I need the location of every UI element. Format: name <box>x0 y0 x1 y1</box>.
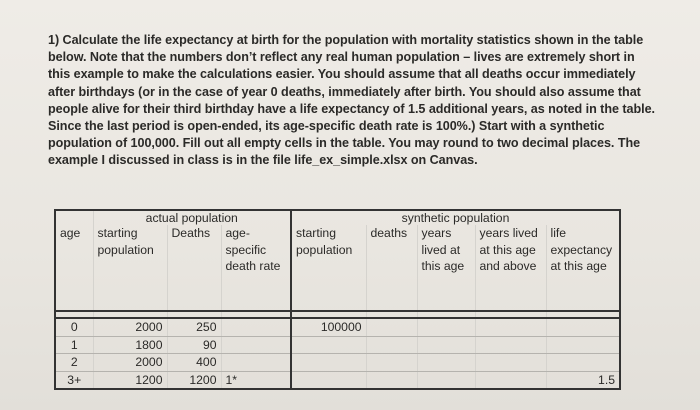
cell-years-at[interactable] <box>417 336 475 354</box>
cell-syn-deaths[interactable] <box>366 336 417 354</box>
cell-syn-deaths[interactable] <box>366 354 417 372</box>
cell-population: 1200 <box>93 371 167 389</box>
cell-deaths: 250 <box>167 318 221 336</box>
cell-deaths: 400 <box>167 354 221 372</box>
cell-years-at[interactable] <box>417 318 475 336</box>
cell-life-exp[interactable] <box>546 354 620 372</box>
cell-deaths: 1200 <box>167 371 221 389</box>
cell-years-above[interactable] <box>475 371 546 389</box>
cell-syn-deaths[interactable] <box>366 318 417 336</box>
cell-age: 1 <box>55 336 93 354</box>
table-row <box>55 336 620 354</box>
cell-age: 3+ <box>55 371 93 389</box>
group-header-row <box>55 210 620 225</box>
header-deaths: Deaths <box>167 225 221 311</box>
cell-years-above[interactable] <box>475 318 546 336</box>
header-years-lived-and-above: years lived at this age and above <box>475 225 546 311</box>
life-table <box>54 209 621 390</box>
cell-rate[interactable] <box>221 318 291 336</box>
header-life-expectancy: life expectancy at this age <box>546 225 620 311</box>
table-row <box>55 318 620 336</box>
header-synthetic-deaths: deaths <box>366 225 417 311</box>
header-age-specific-death-rate: age-specific death rate <box>221 225 291 311</box>
cell-life-exp[interactable] <box>546 318 620 336</box>
cell-syn-population[interactable] <box>291 354 366 372</box>
cell-deaths: 90 <box>167 336 221 354</box>
cell-syn-population[interactable] <box>291 371 366 389</box>
cell-population: 2000 <box>93 354 167 372</box>
cell-age: 2 <box>55 354 93 372</box>
cell-years-above[interactable] <box>475 354 546 372</box>
table-row <box>55 371 620 389</box>
cell-population: 2000 <box>93 318 167 336</box>
header-synthetic-starting-population: starting population <box>291 225 366 311</box>
cell-syn-population[interactable] <box>291 336 366 354</box>
cell-age: 0 <box>55 318 93 336</box>
cell-syn-population: 100000 <box>291 318 366 336</box>
cell-rate[interactable] <box>221 354 291 372</box>
header-age: age <box>55 225 93 311</box>
cell-syn-deaths[interactable] <box>366 371 417 389</box>
header-years-lived-at-age: years lived at this age <box>417 225 475 311</box>
cell-rate[interactable] <box>221 336 291 354</box>
group-actual-population: actual population <box>93 210 291 225</box>
group-synthetic-population: synthetic population <box>291 210 620 225</box>
cell-population: 1800 <box>93 336 167 354</box>
cell-years-above[interactable] <box>475 336 546 354</box>
cell-life-exp: 1.5 <box>546 371 620 389</box>
table-row <box>55 354 620 372</box>
cell-years-at[interactable] <box>417 354 475 372</box>
header-starting-population: starting population <box>93 225 167 311</box>
question-text: 1) Calculate the life expectancy at birth for the population with mortality statistics shown in the table below. Note that the numbers don’t reflect any real human population – lives are extremely short in this example to make the calculations easier. You should assume that all deaths occur immediately after birthdays (or in the case of year 0 deaths, immediately after birth. You should also assume that people alive for their third birthday have a life expectancy of 1.5 additional years, as noted in the table. Since the last period is open-ended, its age-specific death rate is 100%.) Start with a synthetic population of 100,000. Fill out all empty cells in the table. You may round to two decimal places. The example I discussed in class is in the file life_ex_simple.xlsx on Canvas. <box>48 33 655 168</box>
cell-life-exp[interactable] <box>546 336 620 354</box>
cell-rate: 1* <box>221 371 291 389</box>
column-header-row <box>55 225 620 311</box>
cell-years-at[interactable] <box>417 371 475 389</box>
